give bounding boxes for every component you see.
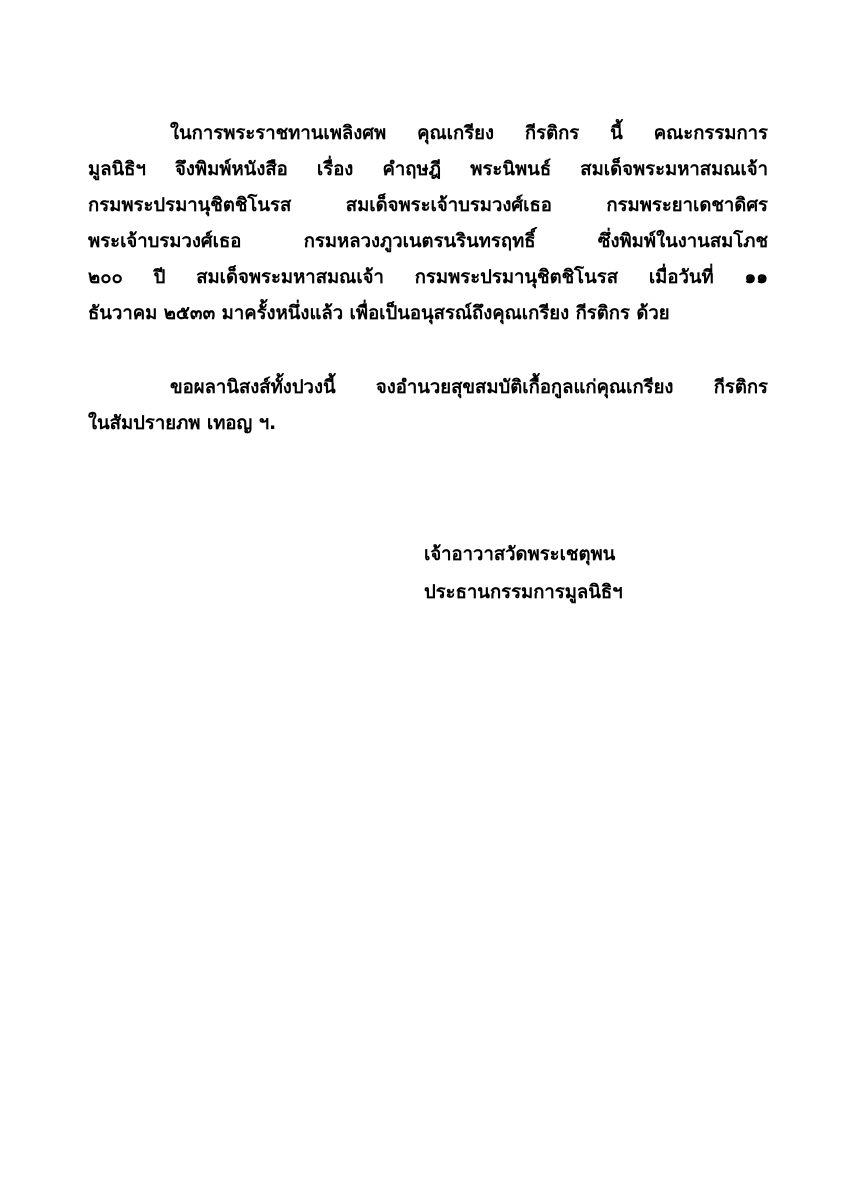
paragraph-line: กรมพระปรมานุชิตชิโนรส สมเด็จพระเจ้าบรมวงศ์เธอ กรมพระยาเดชาดิศร (88, 195, 768, 216)
paragraph-line: พระเจ้าบรมวงศ์เธอ กรมหลวงภูวเนตรนรินทรฤทธิ์ ซึ่งพิมพ์ในงานสมโภช (88, 231, 768, 252)
paragraph-line: ๒๐๐ ปี สมเด็จพระมหาสมณเจ้า กรมพระปรมานุชิตชิโนรส เมื่อวันที่ ๑๑ (88, 267, 768, 288)
paragraph-line: มูลนิธิฯ จึงพิมพ์หนังสือ เรื่อง คำฤษฎี พระนิพนธ์ สมเด็จพระมหาสมณเจ้า (88, 159, 768, 180)
signature-title: ประธานกรรมการมูลนิธิฯ (424, 582, 623, 603)
dedication-paragraph (88, 116, 768, 332)
signature-block (424, 536, 623, 612)
paragraph-line: ธันวาคม ๒๕๓๓ มาครั้งหนึ่งแล้ว เพื่อเป็นอนุสรณ์ถึงคุณเกรียง กีรติกร ด้วย (88, 303, 670, 324)
signature-name: เจ้าอาวาสวัดพระเชตุพน (424, 544, 616, 565)
blessing-paragraph (88, 370, 768, 442)
paragraph-line: ในสัมปรายภพ เทอญ ฯ. (88, 413, 277, 434)
paragraph-line: ในการพระราชทานเพลิงศพ คุณเกรียง กีรติกร นี้ คณะกรรมการ (170, 123, 768, 144)
paragraph-line: ขอผลานิสงส์ทั้งปวงนี้ จงอำนวยสุขสมบัติเกื้อกูลแก่คุณเกรียง กีรติกร (170, 377, 768, 398)
